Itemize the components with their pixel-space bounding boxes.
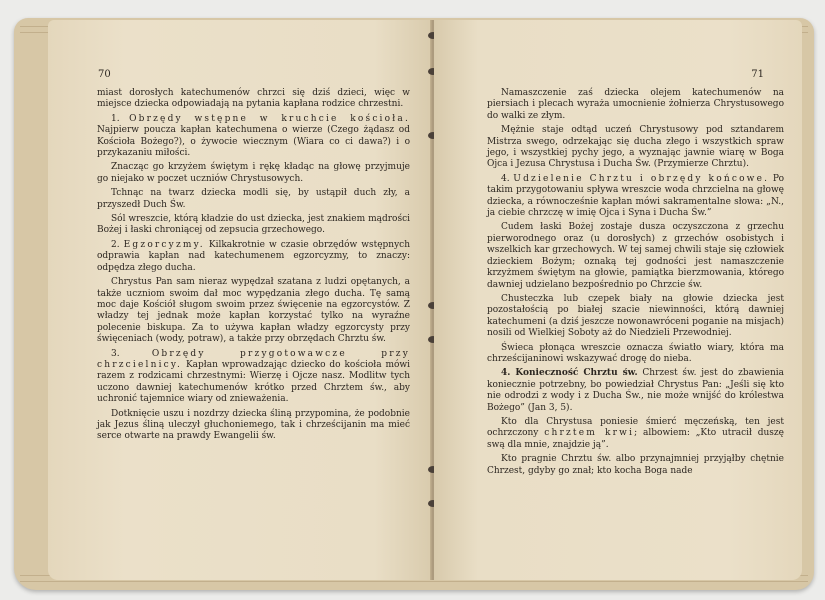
paragraph	[97, 88, 410, 111]
paragraph	[97, 188, 410, 211]
emphasis-run: Obrzędy przygotowawcze przy chrzcielnicy.	[97, 348, 410, 370]
text-run: Namaszczenie zaś dziecka olejem katechumenów na piersiach i plecach wyraża umocnienie żołnierza Chrystusowego do walki ze złym.	[487, 88, 784, 121]
text-run: Kapłan wprowadzając dziecko do kościoła mówi razem z rodzicami chrzestnymi: Wierzę i Ojcze nasz. Modlitw tych uczono dawniej katechumenów krótko przed Chrztem św., aby uchronić tajemnice wiary od znieważenia.	[97, 359, 410, 405]
paragraph	[487, 294, 784, 340]
text-run: Mężnie staje odtąd uczeń Chrystusowy pod sztandarem Mistrza swego, odrzekając się ducha złego i wszystkich spraw jego, i wszystkiej pychy jego, a wyznając jawnie wiarę w Boga Ojca i Jezusa Chrystusa i Ducha Św. (Przymierze Chrztu).	[487, 125, 784, 170]
left-page-text	[97, 88, 410, 446]
text-run: ; albowiem: „Kto utracił duszę swą dla mnie, znajdzie ją”.	[487, 428, 784, 450]
text-run: Chusteczka lub czepek biały na głowie dziecka jest pozostałością po białej szacie niewinności, którą dawniej katechumeni (a dziś jeszcze nowonawróceni poganie na misjach) nosili od Wielkiej Soboty aż do Niedzieli Przewodniej.	[487, 293, 784, 339]
paragraph	[97, 162, 410, 185]
paragraph	[97, 277, 410, 345]
text-run: miast dorosłych katechumenów chrzci się dziś dzieci, więc w miejsce dziecka odpowiadają na pytania kapłana rodzice chrzestni.	[97, 88, 410, 110]
text-run: Znacząc go krzyżem świętym i rękę kładąc na głowę przyjmuje go niejako w poczet uczniów Chrystusowych.	[97, 162, 410, 184]
text-run: Chrystus Pan sam nieraz wypędzał szatana z ludzi opętanych, a także uczniom swoim dał moc wypędzania złego ducha. Tę samą moc daje Kościół sługom swoim przez święcenie na egzorcystów. Z władzy tej jednak może kapłan korzystać tylko na wyraźne polecenie biskupa. Za to używa kapłan władzy egzorcysty przy święceniach (wody, potraw), a także przy obrzędach Chrztu św.	[97, 277, 410, 345]
paragraph	[487, 88, 784, 122]
paragraph	[487, 343, 784, 366]
text-run: Kilkakrotnie w czasie obrzędów wstępnych odprawia kapłan nad katechumenem egzorcyzmy, to znaczy: odpędza złego ducha.	[97, 239, 410, 273]
right-page	[434, 20, 802, 580]
paragraph	[487, 454, 784, 477]
text-run: Chrzest św. jest do zbawienia koniecznie potrzebny, bo powiedział Chrystus Pan: „Jeśli się kto nie odrodzi z wody i z Ducha Św., nie może wnijść do królestwa Bożego” (Jan 3, 5).	[487, 368, 784, 413]
paragraph	[487, 174, 784, 220]
open-book	[14, 14, 814, 592]
text-run: 2.	[111, 239, 124, 250]
emphasis-run: Obrzędy wstępne w kruchcie kościoła.	[129, 113, 410, 124]
text-run: Świeca płonąca wreszcie oznacza światło wiary, która ma chrześcijaninowi wskazywać drogę do nieba.	[487, 342, 784, 364]
emphasis-run: 4. Konieczność Chrztu św.	[501, 368, 638, 379]
paragraph	[487, 125, 784, 171]
right-page-text	[487, 88, 784, 480]
text-run: 1.	[111, 113, 130, 124]
page-edge-line	[20, 581, 808, 582]
text-run: Najpierw poucza kapłan katechumena o wierze (Czego żądasz od Kościoła Bożego?), o żywocie wiecznym (Wiara co ci dawa?) i o przykazaniu miłości.	[97, 125, 410, 159]
paragraph	[97, 240, 410, 274]
text-run: Po takim przygotowaniu spływa wreszcie woda chrzcielna na głowę dziecka, a równocześnie kapłan mówi sakramentalne słowa: „N., ja ciebie chrzczę w imię Ojca i Syna i Ducha Św.”	[487, 173, 784, 219]
text-run: Kto pragnie Chrztu św. albo przynajmniej przyjąłby chętnie Chrzest, gdyby go znał; kto kocha Boga nade	[487, 454, 784, 476]
text-run: Tchnąc na twarz dziecka modli się, by ustąpił duch zły, a przyszedł Duch Św.	[97, 188, 410, 210]
paragraph	[97, 214, 410, 237]
emphasis-run: chrztem krwi	[544, 428, 635, 439]
text-run: 3.	[111, 348, 152, 359]
paragraph	[487, 417, 784, 451]
page-number-left: 70	[98, 69, 111, 80]
paragraph	[97, 349, 410, 406]
text-run: Kto dla Chrystusa poniesie śmierć męczeńską, ten jest ochrzczony	[487, 416, 784, 439]
paragraph	[487, 368, 784, 414]
text-run: Sól wreszcie, którą kładzie do ust dziecka, jest znakiem mądrości Bożej i łaski chroniącej od zepsucia grzechowego.	[97, 214, 410, 236]
left-page	[48, 20, 432, 580]
paragraph	[487, 222, 784, 290]
page-number-right: 71	[751, 69, 764, 80]
paragraph	[97, 409, 410, 443]
text-run: Dotknięcie uszu i nozdrzy dziecka śliną przypomina, że podobnie jak Jezus śliną uleczył głuchoniemego, tak i chrześcijanin ma mieć serce otwarte na prawdy Ewangelii św.	[97, 408, 410, 442]
text-run: Cudem łaski Bożej zostaje dusza oczyszczona z grzechu pierworodnego oraz (u dorosłych) z grzechów osobistych i wszelkich kar grzechowych. W tej samej chwili staje się człowiek dzieckiem Bożym; oznaką tej godności jest namaszczenie krzyżmem świętym na głowie, pamiątka bierzmowania, którego dawniej udzielano bezpośrednio po Chrzcie św.	[487, 222, 784, 290]
emphasis-run: Egzorcyzmy.	[123, 239, 205, 250]
emphasis-run: Udzielenie Chrztu i obrzędy końcowe.	[513, 173, 770, 184]
text-run: 4.	[501, 173, 514, 184]
paragraph	[97, 114, 410, 160]
